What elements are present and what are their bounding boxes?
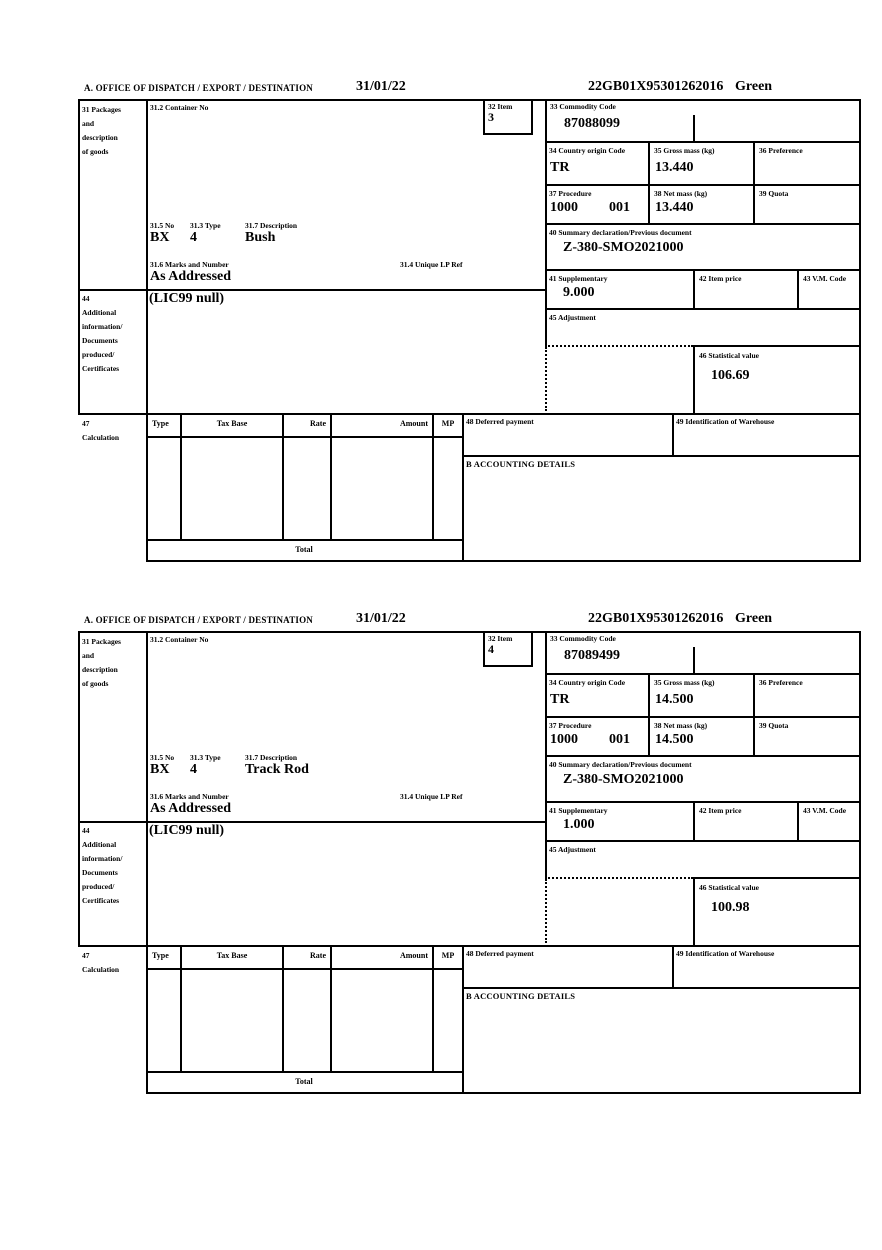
grid-line [432, 413, 434, 539]
box-34-label: 34 Country origin Code [549, 146, 626, 155]
routing-status: Green [735, 611, 773, 626]
office-of-dispatch-heading: A. OFFICE OF DISPATCH / EXPORT / DESTINATION [84, 615, 314, 625]
box-44-label-line: 44 [82, 294, 90, 303]
box-36-label: 36 Preference [759, 678, 803, 687]
commodity-code-divider [693, 115, 695, 141]
box-34-country-origin [545, 675, 650, 718]
dispatch-date: 31/01/22 [356, 79, 406, 94]
box-47-label [82, 417, 119, 445]
box-39-label: 39 Quota [759, 721, 789, 730]
box-36-label: 36 Preference [759, 146, 803, 155]
package-no-value: BX [150, 762, 170, 777]
box-47-label-line: Calculation [82, 433, 120, 442]
box-37-label: 37 Procedure [549, 189, 592, 198]
grid-line [146, 1092, 861, 1094]
form-grid [78, 631, 862, 1094]
box-42-item-price [695, 803, 799, 842]
grid-line [462, 413, 464, 562]
box-41-supplementary [545, 271, 695, 310]
gross-mass-value: 13.440 [655, 160, 694, 175]
box-38-label: 38 Net mass (kg) [654, 189, 708, 198]
box-34-label: 34 Country origin Code [549, 678, 626, 687]
box-43-vm-code [799, 803, 861, 842]
grid-line [462, 455, 861, 457]
grid-line [146, 436, 462, 438]
box-31-4-label: 31.4 Unique LP Ref [400, 792, 463, 801]
dotted-grid-line [545, 877, 693, 879]
box-49-label: 49 Identification of Warehouse [676, 417, 775, 426]
declaration-reference: 22GB01X95301262016 [588, 611, 724, 626]
box-40-previous-document [545, 757, 861, 803]
box-31-4-label: 31.4 Unique LP Ref [400, 260, 463, 269]
declaration-block [78, 78, 864, 568]
net-mass-value: 13.440 [655, 200, 694, 215]
grid-line [330, 945, 332, 1071]
grid-line [146, 560, 861, 562]
procedure-extra-value: 001 [609, 200, 630, 215]
box-44-label [82, 292, 122, 376]
grid-line [672, 945, 674, 989]
box-35-gross-mass [650, 675, 755, 718]
box-43-label: 43 V.M. Code [803, 806, 847, 815]
box-41-label: 41 Supplementary [549, 274, 608, 283]
additional-information-value: (LIC99 null) [149, 823, 225, 838]
calc-col-amount: Amount [399, 951, 428, 960]
box-42-item-price [695, 271, 799, 310]
statistical-value: 100.98 [711, 900, 750, 915]
box-31-3-label: 31.3 Type [190, 221, 221, 230]
box-31-label-line: and [82, 651, 95, 660]
box-33-commodity-code [545, 99, 861, 143]
supplementary-units-value: 9.000 [563, 285, 595, 300]
supplementary-units-value: 1.000 [563, 817, 595, 832]
marks-and-number-value: As Addressed [150, 269, 232, 284]
statistical-value: 106.69 [711, 368, 750, 383]
calc-col-rate: Rate [310, 419, 326, 428]
calc-col-type: Type [152, 419, 169, 428]
box-44-label-line: information/ [82, 322, 123, 331]
box-31-label [82, 103, 121, 159]
calc-col-type: Type [152, 951, 169, 960]
declaration-block [78, 610, 864, 1100]
dotted-grid-line [545, 879, 547, 943]
country-origin-value: TR [550, 160, 570, 175]
grid-line [180, 413, 182, 539]
box-31-label-line: of goods [82, 679, 109, 688]
gross-mass-value: 14.500 [655, 692, 694, 707]
box-33-commodity-code [545, 631, 861, 675]
calc-col-tax-base: Tax Base [216, 951, 248, 960]
office-of-dispatch-heading: A. OFFICE OF DISPATCH / EXPORT / DESTINATION [84, 83, 314, 93]
box-44-label [82, 824, 122, 908]
routing-status: Green [735, 79, 773, 94]
box-44-label-line: produced/ [82, 882, 115, 891]
box-44-label-line: Documents [82, 336, 118, 345]
calc-col-tax-base: Tax Base [216, 419, 248, 428]
declaration-reference: 22GB01X95301262016 [588, 79, 724, 94]
box-44-label-line: Additional [82, 308, 117, 317]
box-36-preference [755, 675, 861, 718]
box-46-label: 46 Statistical value [699, 883, 759, 892]
box-44-label-line: Additional [82, 840, 117, 849]
grid-line [146, 968, 462, 970]
dotted-grid-line [545, 347, 547, 411]
box-44-label-line: information/ [82, 854, 123, 863]
box-44-label-line: Certificates [82, 364, 120, 373]
item-number: 3 [488, 110, 494, 124]
box-31-2-label: 31.2 Container No [150, 635, 209, 644]
box-38-net-mass [650, 186, 755, 225]
dotted-grid-line [545, 345, 693, 347]
box-42-label: 42 Item price [699, 274, 742, 283]
box-31-5-label: 31.5 No [150, 221, 175, 230]
box-45-label: 45 Adjustment [549, 313, 596, 322]
box-32-label: 32 Item [488, 102, 513, 111]
box-46-statistical-value [693, 345, 861, 413]
box-31-7-label: 31.7 Description [245, 753, 298, 762]
goods-description-value: Track Rod [245, 762, 309, 777]
country-origin-value: TR [550, 692, 570, 707]
box-36-preference [755, 143, 861, 186]
box-44-label-line: 44 [82, 826, 90, 835]
calc-col-mp: MP [441, 951, 455, 960]
procedure-extra-value: 001 [609, 732, 630, 747]
commodity-code-divider [693, 647, 695, 673]
box-39-label: 39 Quota [759, 189, 789, 198]
box-46-statistical-value [693, 877, 861, 945]
box-31-2-label: 31.2 Container No [150, 103, 209, 112]
dispatch-date: 31/01/22 [356, 611, 406, 626]
item-number: 4 [488, 642, 494, 656]
box-45-adjustment [545, 842, 861, 877]
box-44-label-line: Documents [82, 868, 118, 877]
net-mass-value: 14.500 [655, 732, 694, 747]
box-31-3-label: 31.3 Type [190, 753, 221, 762]
calc-col-rate: Rate [310, 951, 326, 960]
box-31-label-line: of goods [82, 147, 109, 156]
box-31-label [82, 635, 121, 691]
box-32-label: 32 Item [488, 634, 513, 643]
grid-line [78, 631, 80, 947]
grid-line [282, 413, 284, 539]
commodity-code-value: 87089499 [564, 648, 620, 663]
box-43-label: 43 V.M. Code [803, 274, 847, 283]
box-32-item [483, 631, 533, 667]
box-31-label-line: and [82, 119, 95, 128]
previous-document-value: Z-380-SMO2021000 [563, 772, 684, 787]
box-31-6-label: 31.6 Marks and Number [150, 260, 229, 269]
box-31-6-label: 31.6 Marks and Number [150, 792, 229, 801]
procedure-value: 1000 [550, 732, 578, 747]
box-47-label-line: 47 [82, 419, 90, 428]
box-35-label: 35 Gross mass (kg) [654, 678, 715, 687]
box-48-label: 48 Deferred payment [466, 417, 534, 426]
box-44-label-line: Certificates [82, 896, 120, 905]
box-37-label: 37 Procedure [549, 721, 592, 730]
box-47-label [82, 949, 119, 977]
grid-line [146, 539, 462, 541]
grid-line [146, 99, 148, 562]
calc-total-label: Total [295, 1077, 313, 1086]
box-38-net-mass [650, 718, 755, 757]
calc-total-label: Total [295, 545, 313, 554]
grid-line [462, 987, 861, 989]
commodity-code-value: 87088099 [564, 116, 620, 131]
previous-document-value: Z-380-SMO2021000 [563, 240, 684, 255]
box-41-supplementary [545, 803, 695, 842]
procedure-value: 1000 [550, 200, 578, 215]
box-40-previous-document [545, 225, 861, 271]
box-45-adjustment [545, 310, 861, 345]
box-35-label: 35 Gross mass (kg) [654, 146, 715, 155]
grid-line [672, 413, 674, 457]
grid-line [146, 1071, 462, 1073]
box-40-label: 40 Summary declaration/Previous document [549, 760, 692, 769]
box-39-quota [755, 186, 861, 225]
box-34-country-origin [545, 143, 650, 186]
box-31-label-line: 31 Packages [82, 105, 121, 114]
box-32-item [483, 99, 533, 135]
box-37-procedure [545, 186, 650, 225]
marks-and-number-value: As Addressed [150, 801, 232, 816]
package-type-value: 4 [190, 230, 197, 245]
grid-line [146, 631, 148, 1094]
grid-line [180, 945, 182, 1071]
grid-line [78, 413, 861, 415]
package-no-value: BX [150, 230, 170, 245]
calc-col-mp: MP [441, 419, 455, 428]
box-31-7-label: 31.7 Description [245, 221, 298, 230]
grid-line [78, 945, 861, 947]
grid-line [330, 413, 332, 539]
grid-line [282, 945, 284, 1071]
grid-line [432, 945, 434, 1071]
package-type-value: 4 [190, 762, 197, 777]
accounting-details-label: B ACCOUNTING DETAILS [466, 459, 576, 469]
box-37-procedure [545, 718, 650, 757]
box-39-quota [755, 718, 861, 757]
box-31-label-line: 31 Packages [82, 637, 121, 646]
box-45-label: 45 Adjustment [549, 845, 596, 854]
box-40-label: 40 Summary declaration/Previous document [549, 228, 692, 237]
box-31-5-label: 31.5 No [150, 753, 175, 762]
box-47-label-line: Calculation [82, 965, 120, 974]
box-38-label: 38 Net mass (kg) [654, 721, 708, 730]
grid-line [78, 99, 80, 415]
box-41-label: 41 Supplementary [549, 806, 608, 815]
box-31-label-line: description [82, 665, 118, 674]
box-46-label: 46 Statistical value [699, 351, 759, 360]
box-49-label: 49 Identification of Warehouse [676, 949, 775, 958]
box-43-vm-code [799, 271, 861, 310]
box-47-label-line: 47 [82, 951, 90, 960]
box-35-gross-mass [650, 143, 755, 186]
accounting-details-label: B ACCOUNTING DETAILS [466, 991, 576, 1001]
box-31-label-line: description [82, 133, 118, 142]
calc-col-amount: Amount [399, 419, 428, 428]
box-33-label: 33 Commodity Code [550, 634, 616, 643]
grid-line [462, 945, 464, 1094]
box-48-label: 48 Deferred payment [466, 949, 534, 958]
box-42-label: 42 Item price [699, 806, 742, 815]
goods-description-value: Bush [245, 230, 276, 245]
form-grid [78, 99, 862, 562]
additional-information-value: (LIC99 null) [149, 291, 225, 306]
box-33-label: 33 Commodity Code [550, 102, 616, 111]
box-44-label-line: produced/ [82, 350, 115, 359]
